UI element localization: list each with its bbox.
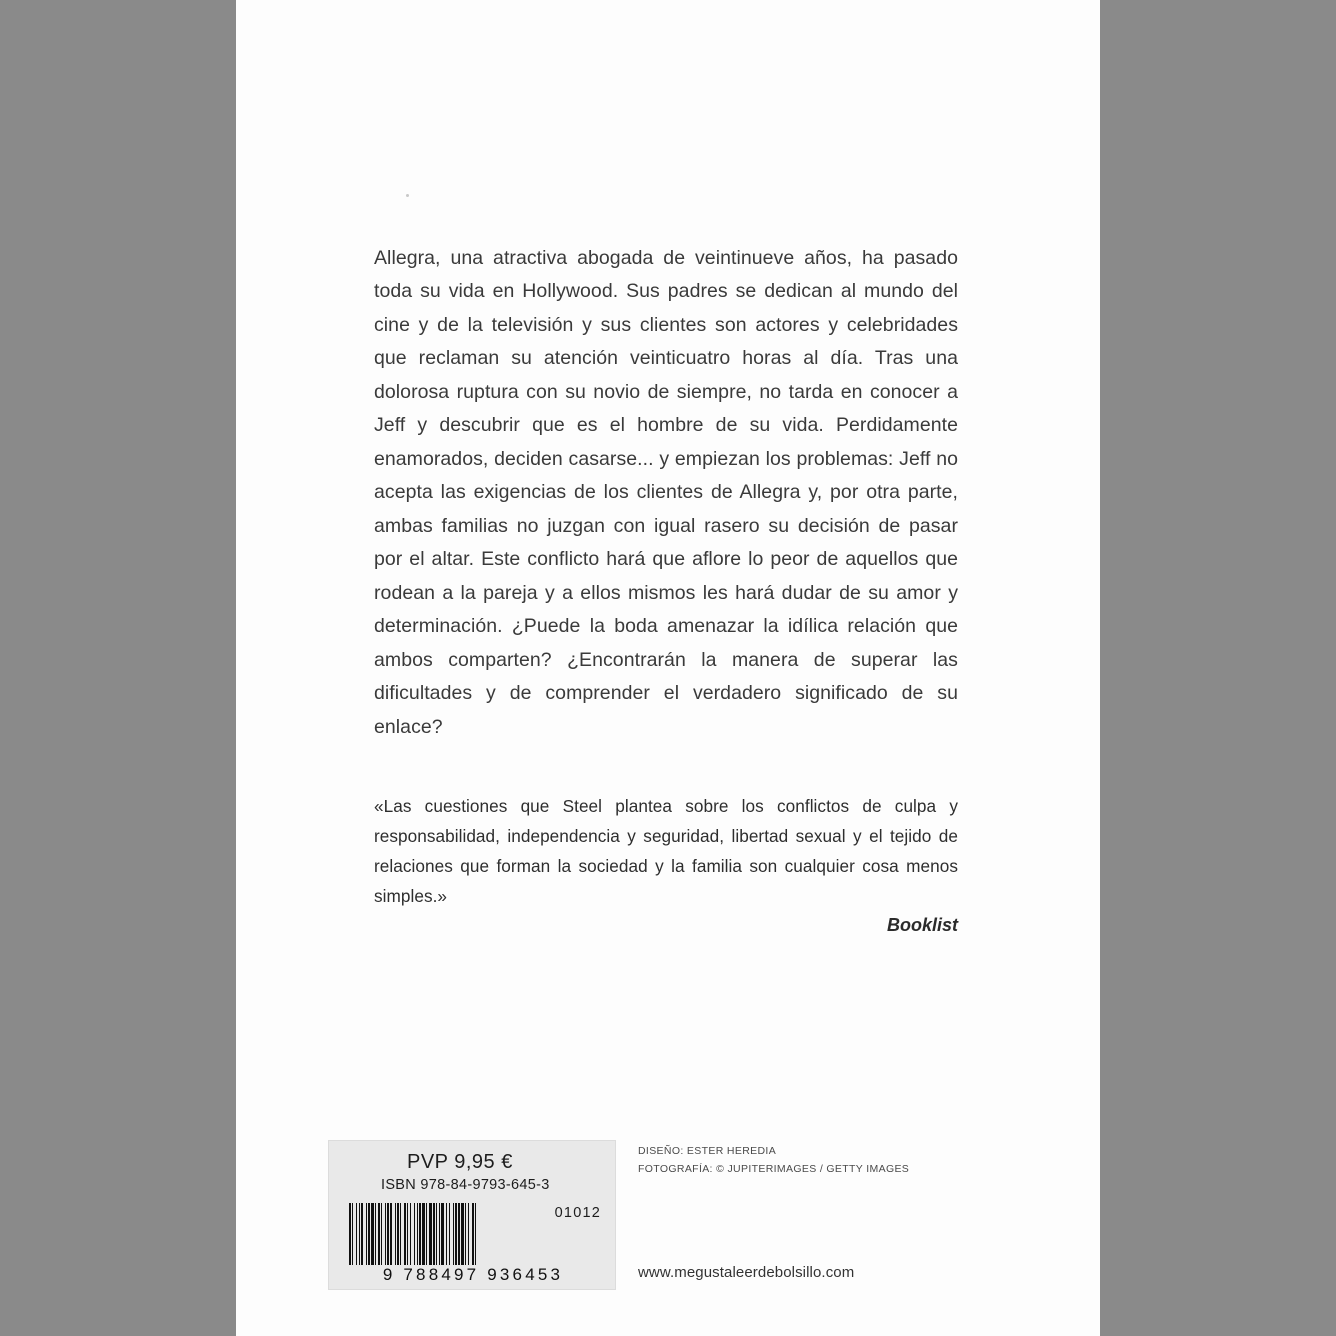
barcode-digits: 9 788497 936453 <box>382 1265 564 1284</box>
photo-credit: FOTOGRAFÍA: © JUPITERIMAGES / GETTY IMAGES <box>638 1162 910 1175</box>
credits-block <box>638 1143 968 1178</box>
price-label: PVP 9,95 € <box>407 1151 513 1173</box>
blurb-text: Allegra, una atractiva abogada de veintinueve años, ha pasado toda su vida en Hollywood. Sus padres se dedican al mundo del cine y de la televisión y sus clientes son actores y celebridades que reclaman su atención veinticuatro horas al día. Tras una dolorosa ruptura con su novio de siempre, no tarda en conocer a Jeff y descubrir que es el hombre de su vida. Perdidamente enamorados, deciden casarse... y empiezan los problemas: Jeff no acepta las exigencias de los clientes de Allegra y, por otra parte, ambas familias no juzgan con igual rasero su decisión de pasar por el altar. Este conflicto hará que aflore lo peor de aquellos que rodean a la pareja y a ellos mismos les hará dudar de su amor y determinación. ¿Puede la boda amenazar la idílica relación que ambos comparten? ¿Encontrarán la manera de superar las dificultades y de comprender el verdadero significado de su enlace? <box>374 246 958 738</box>
review-source: Booklist <box>886 915 958 935</box>
barcode-bars <box>349 1203 597 1265</box>
addon-code: 01012 <box>554 1205 601 1221</box>
publisher-website: www.megustaleerdebolsillo.com <box>638 1264 855 1281</box>
isbn-label: ISBN 978-84-9793-645-3 <box>381 1177 550 1193</box>
barcode-block <box>328 1140 616 1290</box>
review-quote: «Las cuestiones que Steel plantea sobre los conflictos de culpa y responsabilidad, independencia y seguridad, libertad sexual y el tejido de relaciones que forman la sociedad y la familia son cualquier cosa menos simples.» <box>374 796 958 907</box>
paper-speck <box>406 194 409 197</box>
book-back-cover-page <box>236 0 1100 1336</box>
design-credit: DISEÑO: ESTER HEREDIA <box>638 1145 777 1157</box>
back-cover-surface <box>236 0 1100 1336</box>
